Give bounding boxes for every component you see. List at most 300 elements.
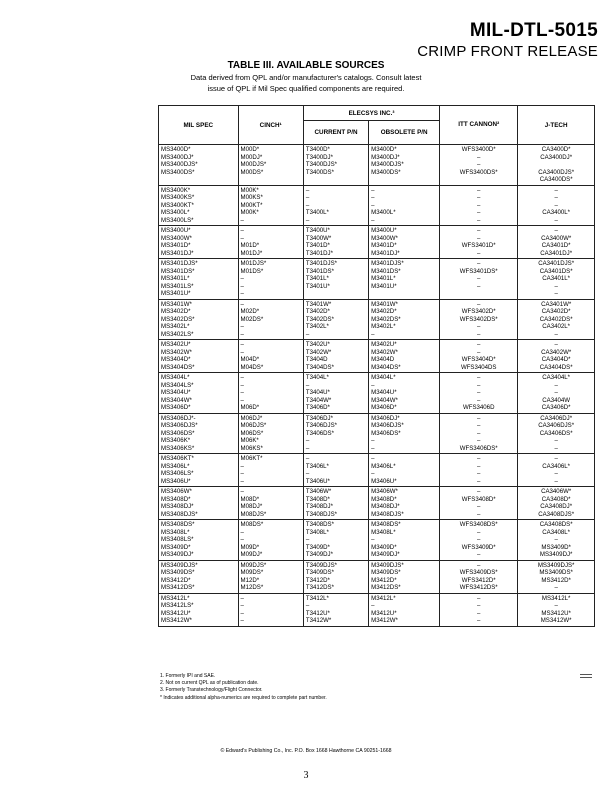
cell-value: – — [554, 194, 558, 201]
jtech-cell — [518, 487, 595, 520]
cell-value: M00K* — [240, 186, 259, 194]
cell-value: – — [240, 470, 244, 477]
cell-value: – — [240, 609, 244, 617]
table-row — [159, 299, 595, 340]
cell-value: T3406U* — [305, 477, 330, 485]
cell-value: MS3404LS* — [161, 381, 194, 389]
cell-value: M3401W* — [371, 300, 398, 308]
cell-value: T3406D* — [305, 404, 330, 411]
itt-cannon-cell — [440, 185, 518, 226]
cell-value: – — [477, 389, 481, 396]
cell-value: CA3408L* — [542, 528, 571, 536]
cell-value: WFS3402DS* — [459, 315, 498, 323]
cell-value: M3408L* — [371, 528, 396, 536]
cell-value: M3400L* — [371, 209, 396, 216]
mil-spec-cell — [159, 259, 239, 300]
itt-cannon-cell — [440, 373, 518, 414]
cell-value: T3401W* — [305, 300, 332, 308]
cell-value: – — [305, 455, 310, 462]
table-row — [159, 259, 595, 300]
mil-spec-cell — [159, 560, 239, 593]
cell-value: – — [477, 536, 481, 543]
cell-value: CA3404DS* — [539, 363, 573, 371]
cell-value: MS3406K* — [161, 437, 191, 444]
cell-value: MS3406W* — [161, 488, 192, 495]
cell-value: – — [477, 330, 481, 338]
cell-value: MS3400KT* — [161, 201, 194, 209]
cell-value: WFS3406D — [462, 404, 495, 411]
cell-value: CA3408DJS* — [538, 510, 575, 518]
cell-value: MS3400DJ* — [161, 153, 194, 161]
cell-value: – — [240, 290, 244, 297]
cell-value: WFS3406DS* — [459, 444, 498, 452]
cell-value: M3400DJ* — [371, 153, 400, 161]
obsolete-pn-cell — [369, 299, 440, 340]
cell-value: – — [477, 470, 481, 477]
cinch-cell — [238, 560, 303, 593]
note-item: 1. Formerly IPI and SAE. — [160, 673, 216, 679]
cell-value: M00DJS* — [240, 161, 267, 168]
cell-value: M3406DS* — [371, 429, 401, 437]
cell-value: – — [554, 381, 558, 389]
cell-value: M01DJ* — [240, 249, 263, 257]
table-row — [159, 413, 595, 454]
cell-value: – — [371, 444, 375, 452]
cell-value: MS3406L* — [161, 462, 190, 470]
cell-value: – — [477, 216, 481, 224]
cell-value: M02DS* — [240, 315, 264, 323]
cell-value: – — [240, 275, 244, 282]
description-line: issue of QPL if Mil Spec qualified components are required. — [207, 83, 405, 93]
cell-value: M02D* — [240, 308, 260, 315]
cell-value: MS3409D* — [161, 543, 191, 551]
cell-value: WFS3402D* — [461, 308, 496, 315]
obsolete-pn-cell — [369, 413, 440, 454]
jtech-cell — [518, 454, 595, 487]
cell-value: T3401U* — [305, 282, 330, 290]
cell-value: M3408DS* — [371, 521, 401, 528]
cinch-cell — [238, 185, 303, 226]
current-pn-cell — [303, 593, 368, 626]
col-header-cinch: CINCH¹ — [238, 106, 303, 145]
cell-value: – — [477, 609, 481, 617]
cell-value: WFS3400DS* — [459, 168, 498, 176]
cell-value: – — [477, 153, 481, 161]
cell-value: MS3402U* — [161, 341, 191, 348]
cell-value: – — [240, 528, 244, 536]
cell-value: MS3404W* — [161, 396, 192, 404]
cell-value: M3404L* — [371, 374, 396, 381]
jtech-cell — [518, 593, 595, 626]
cell-value: – — [554, 227, 558, 234]
note-item: * Indicates additional alpha-numerics are required to complete part number. — [160, 694, 327, 701]
cell-value: MS3404L* — [161, 374, 190, 381]
cell-value: – — [371, 330, 375, 338]
cell-value: MS3402L* — [161, 323, 190, 330]
cell-value: – — [477, 414, 481, 422]
cell-value: M06DJ* — [240, 414, 263, 422]
itt-cannon-cell — [440, 299, 518, 340]
cell-value: MS3406KS* — [161, 444, 195, 452]
cell-value: MS3406DJ*- — [161, 414, 196, 422]
cell-value: MS3406DJS* — [161, 422, 198, 429]
cell-value: MS3408LS* — [161, 536, 194, 543]
cell-value: M00KT* — [240, 201, 263, 209]
cell-value: – — [477, 503, 481, 510]
cell-value: – — [477, 234, 481, 242]
cell-value: M12DS* — [240, 584, 264, 591]
cell-value: – — [477, 594, 481, 602]
cell-value: – — [305, 201, 310, 209]
cell-value: T3402L* — [305, 323, 329, 330]
itt-cannon-cell — [440, 487, 518, 520]
cell-value: CA3401DJS* — [538, 260, 575, 267]
cell-value: MS3409DJ* — [161, 551, 194, 558]
cell-value: M04DS* — [240, 363, 264, 371]
cell-value: CA3402DS* — [539, 315, 573, 323]
cell-value — [442, 290, 515, 298]
cell-value: T3406W* — [305, 488, 332, 495]
cell-value: MS3408DS* — [161, 521, 195, 528]
cell-value: CA3401L* — [542, 275, 571, 282]
cell-value: CA3401W* — [541, 300, 572, 308]
cell-value: T3406L* — [305, 462, 329, 470]
cell-value: MS3401LS* — [161, 282, 194, 290]
cell-value: – — [477, 161, 481, 168]
cell-value: CA3406DJ* — [540, 414, 573, 422]
itt-cannon-cell — [440, 226, 518, 259]
cell-value: T3404D — [305, 356, 328, 363]
cell-value: WFS3404D* — [461, 356, 496, 363]
cell-value: T3409DJS* — [305, 561, 338, 569]
cell-value: MS3401W* — [161, 300, 192, 308]
cell-value: T3404L* — [305, 374, 329, 381]
itt-cannon-cell — [440, 520, 518, 561]
cell-value: M08DJS* — [240, 510, 267, 518]
cell-value: M3409DJS* — [371, 561, 404, 569]
cell-value: T3401D* — [305, 242, 330, 249]
cell-value: MS3401DS* — [161, 267, 195, 275]
cell-value: – — [477, 341, 481, 348]
cell-value: – — [305, 330, 310, 338]
cell-value: WFS3408D* — [461, 495, 496, 503]
cell-value: – — [371, 201, 375, 209]
cell-value: M08D* — [240, 495, 260, 503]
cell-value: MS3404U* — [161, 389, 191, 396]
cell-value: M00DS* — [240, 168, 264, 176]
cell-value: – — [554, 477, 558, 485]
cinch-cell — [238, 145, 303, 186]
obsolete-pn-cell — [369, 226, 440, 259]
mil-spec-cell — [159, 145, 239, 186]
current-pn-cell — [303, 340, 368, 373]
cell-value: WFS3408DS* — [459, 521, 498, 528]
cell-value: MS3409DJS* — [161, 561, 198, 569]
cell-value: T3402U* — [305, 341, 330, 348]
cell-value: – — [477, 396, 481, 404]
cinch-cell — [238, 373, 303, 414]
cell-value: – — [371, 194, 375, 201]
cell-value: T3406DJS* — [305, 422, 338, 429]
table-row — [159, 454, 595, 487]
itt-cannon-cell — [440, 593, 518, 626]
table-row — [159, 226, 595, 259]
cell-value: T3412L* — [305, 594, 329, 602]
jtech-cell — [518, 340, 595, 373]
cell-value: CA3406D* — [541, 404, 571, 411]
sources-table — [158, 105, 595, 627]
cell-value: – — [371, 536, 375, 543]
cell-value: T3400W* — [305, 234, 332, 242]
cell-value: M3406L* — [371, 462, 396, 470]
jtech-cell — [518, 145, 595, 186]
cell-value: MS3406U* — [161, 477, 191, 485]
itt-cannon-cell — [440, 560, 518, 593]
cell-value: T3406DJ* — [305, 414, 333, 422]
cell-value: – — [477, 617, 481, 624]
cell-value: M3401D* — [371, 242, 397, 249]
cell-value: – — [477, 381, 481, 389]
cell-value: – — [371, 186, 375, 194]
cell-value: – — [477, 300, 481, 308]
cell-value: CA3406DJS* — [538, 422, 575, 429]
itt-cannon-cell — [440, 413, 518, 454]
cell-value: M09DS* — [240, 569, 264, 576]
cell-value: CA3400D* — [541, 146, 571, 153]
cell-value: MS3409DS* — [161, 569, 195, 576]
col-header-obsolete-pn: OBSOLETE P/N — [369, 121, 440, 145]
cell-value: – — [240, 227, 244, 234]
obsolete-pn-cell — [369, 145, 440, 186]
note-item: 2. Not on current QPL as of publication date. — [160, 680, 259, 687]
cell-value: – — [477, 561, 481, 569]
cell-value: MS3409DJ* — [539, 551, 573, 558]
col-header-mil-spec: MIL SPEC — [159, 106, 239, 145]
mil-spec-cell — [159, 487, 239, 520]
cell-value: M3412U* — [371, 609, 397, 617]
cell-value: – — [240, 341, 244, 348]
cell-value: CA3406DS* — [539, 429, 573, 437]
cell-value: T3404W* — [305, 396, 332, 404]
table-row — [159, 373, 595, 414]
cell-value: M06DS* — [240, 429, 264, 437]
current-pn-cell — [303, 487, 368, 520]
cell-value: – — [240, 374, 244, 381]
cell-value: – — [240, 477, 244, 485]
cell-value: MS3412D* — [161, 576, 191, 584]
cell-value: – — [477, 249, 481, 257]
cinch-cell — [238, 454, 303, 487]
cell-value: MS3412D* — [541, 576, 571, 584]
mil-spec-cell — [159, 520, 239, 561]
cell-value: MS3400W* — [161, 234, 192, 242]
jtech-cell — [518, 226, 595, 259]
cell-value: MS3400D* — [161, 146, 191, 153]
cell-value: M3412W* — [371, 617, 398, 624]
cell-value: M3400DJS* — [371, 161, 404, 168]
cell-value — [306, 290, 366, 298]
cell-value: – — [477, 209, 481, 216]
col-header-jtech: J-TECH — [518, 106, 595, 145]
cell-value: MS3402LS* — [161, 330, 194, 338]
cell-value: M3400D* — [371, 146, 397, 153]
cell-value: M3412DS* — [371, 584, 401, 591]
decorative-mark — [580, 674, 592, 678]
cinch-cell — [238, 226, 303, 259]
cell-value: – — [371, 455, 375, 462]
cell-value: MS3400DJS* — [161, 161, 198, 168]
cell-value: CA3400DJS* — [538, 168, 575, 176]
cell-value: – — [240, 348, 244, 356]
cell-value: – — [477, 282, 481, 290]
cell-value: WFS3409DS* — [459, 569, 498, 576]
cell-value: WFS3412DS* — [459, 584, 498, 591]
cell-value: M00KS* — [240, 194, 263, 201]
cell-value: T3409D* — [305, 543, 330, 551]
mil-spec-cell — [159, 185, 239, 226]
cell-value: CA3402D* — [541, 308, 571, 315]
cell-value: MS3412W* — [161, 617, 192, 624]
cell-value: T3400L* — [305, 209, 329, 216]
cell-value: T3404U* — [305, 389, 330, 396]
current-pn-cell — [303, 259, 368, 300]
itt-cannon-cell — [440, 145, 518, 186]
cell-value: M01D* — [240, 242, 260, 249]
table-row — [159, 593, 595, 626]
cinch-cell — [238, 413, 303, 454]
cell-value: – — [477, 348, 481, 356]
cell-value: CA3406W* — [541, 488, 572, 495]
mil-spec-cell — [159, 340, 239, 373]
cell-value: – — [305, 186, 310, 194]
cell-value: – — [240, 389, 244, 396]
cell-value: MS3400L* — [161, 209, 190, 216]
cell-value: M3412D* — [371, 576, 397, 584]
itt-cannon-cell — [440, 340, 518, 373]
obsolete-pn-cell — [369, 454, 440, 487]
cell-value: – — [305, 216, 310, 224]
cell-value: T3408L* — [305, 528, 329, 536]
cell-value: M08DJ* — [240, 503, 263, 510]
cell-value: MS3406KT* — [161, 455, 194, 462]
current-pn-cell — [303, 299, 368, 340]
cell-value: CA3400DS* — [539, 176, 573, 183]
mil-spec-cell — [159, 373, 239, 414]
cell-value: T3400DJ* — [305, 153, 333, 161]
cell-value: – — [240, 602, 244, 609]
cell-value: M12D* — [240, 576, 260, 584]
table-row — [159, 185, 595, 226]
jtech-cell — [518, 560, 595, 593]
cell-value: T3406DS* — [305, 429, 334, 437]
cell-value: – — [477, 186, 481, 194]
cell-value: – — [240, 396, 244, 404]
cell-value: MS3401D* — [161, 242, 191, 249]
cinch-cell — [238, 487, 303, 520]
cell-value: T3409DS* — [305, 569, 334, 576]
cell-value: – — [477, 488, 481, 495]
cell-value: M3404U* — [371, 389, 397, 396]
cell-value: WFS3401D* — [461, 242, 496, 249]
cell-value: – — [305, 602, 310, 609]
cell-value: MS3408L* — [161, 528, 190, 536]
mil-spec-cell — [159, 454, 239, 487]
cell-value: CA3408D* — [541, 495, 571, 503]
cell-value: – — [477, 462, 481, 470]
cell-value: – — [240, 323, 244, 330]
cell-value: M09D* — [240, 543, 260, 551]
cell-value: CA3404D* — [541, 356, 571, 363]
cell-value: – — [554, 455, 558, 462]
cell-value: M3406D* — [371, 404, 397, 411]
cell-value: MS3406DS* — [161, 429, 195, 437]
cell-value: M3412L* — [371, 594, 396, 602]
cell-value: MS3402D* — [161, 308, 191, 315]
cell-value: M01DJS* — [240, 260, 267, 267]
jtech-cell — [518, 259, 595, 300]
cell-value: M3406DJS* — [371, 422, 404, 429]
cinch-cell — [238, 259, 303, 300]
cell-value: MS3408DJS* — [161, 510, 198, 518]
cell-value: MS3401L* — [161, 275, 190, 282]
cell-value: M3406DJ* — [371, 414, 400, 422]
cell-value: M3401DS* — [371, 267, 401, 275]
mil-spec-cell — [159, 226, 239, 259]
cell-value: MS3400DS* — [161, 168, 195, 176]
cell-value: CA3404W — [542, 396, 571, 404]
obsolete-pn-cell — [369, 185, 440, 226]
cell-value: – — [477, 227, 481, 234]
cell-value: – — [371, 470, 375, 477]
cell-value: CA3401DJ* — [540, 249, 573, 257]
cell-value: M08DS* — [240, 521, 264, 528]
cell-value: – — [305, 470, 310, 477]
cell-value: MS3408DJ* — [161, 503, 194, 510]
obsolete-pn-cell — [369, 593, 440, 626]
cell-value: MS3400LS* — [161, 216, 194, 224]
cell-value: M3409DJ* — [371, 551, 400, 558]
cinch-cell — [238, 299, 303, 340]
obsolete-pn-cell — [369, 487, 440, 520]
cell-value: M00K* — [240, 209, 259, 216]
table-row — [159, 520, 595, 561]
cell-value: – — [554, 341, 558, 348]
cell-value: MS3401DJS* — [161, 260, 198, 267]
current-pn-cell — [303, 226, 368, 259]
current-pn-cell — [303, 520, 368, 561]
cell-value: – — [554, 602, 558, 609]
mil-spec-cell — [159, 413, 239, 454]
cell-value: M3404DS* — [371, 363, 401, 371]
cell-value: CA3400DJ* — [540, 153, 573, 161]
cell-value: – — [240, 282, 244, 290]
cell-value: T3401DS* — [305, 267, 334, 275]
publisher-footer: © Edward's Publishing Co., Inc. P.O. Box 1668 Hawthorne CA 90251-1668 — [220, 748, 392, 754]
cell-value: – — [371, 437, 375, 444]
cell-value: M3400DS* — [371, 168, 401, 176]
cell-value: MS3412LS* — [161, 602, 194, 609]
cell-value: M3402U* — [371, 341, 397, 348]
cell-value: – — [477, 429, 481, 437]
cell-value: MS3401DJ* — [161, 249, 194, 257]
cell-value: M3408DJ* — [371, 503, 400, 510]
cell-value: – — [305, 437, 310, 444]
cell-value: – — [554, 470, 558, 477]
jtech-cell — [518, 185, 595, 226]
cell-value: MS3409DJS* — [537, 561, 575, 569]
cell-value: – — [554, 201, 558, 209]
cell-value: M3402W* — [371, 348, 398, 356]
